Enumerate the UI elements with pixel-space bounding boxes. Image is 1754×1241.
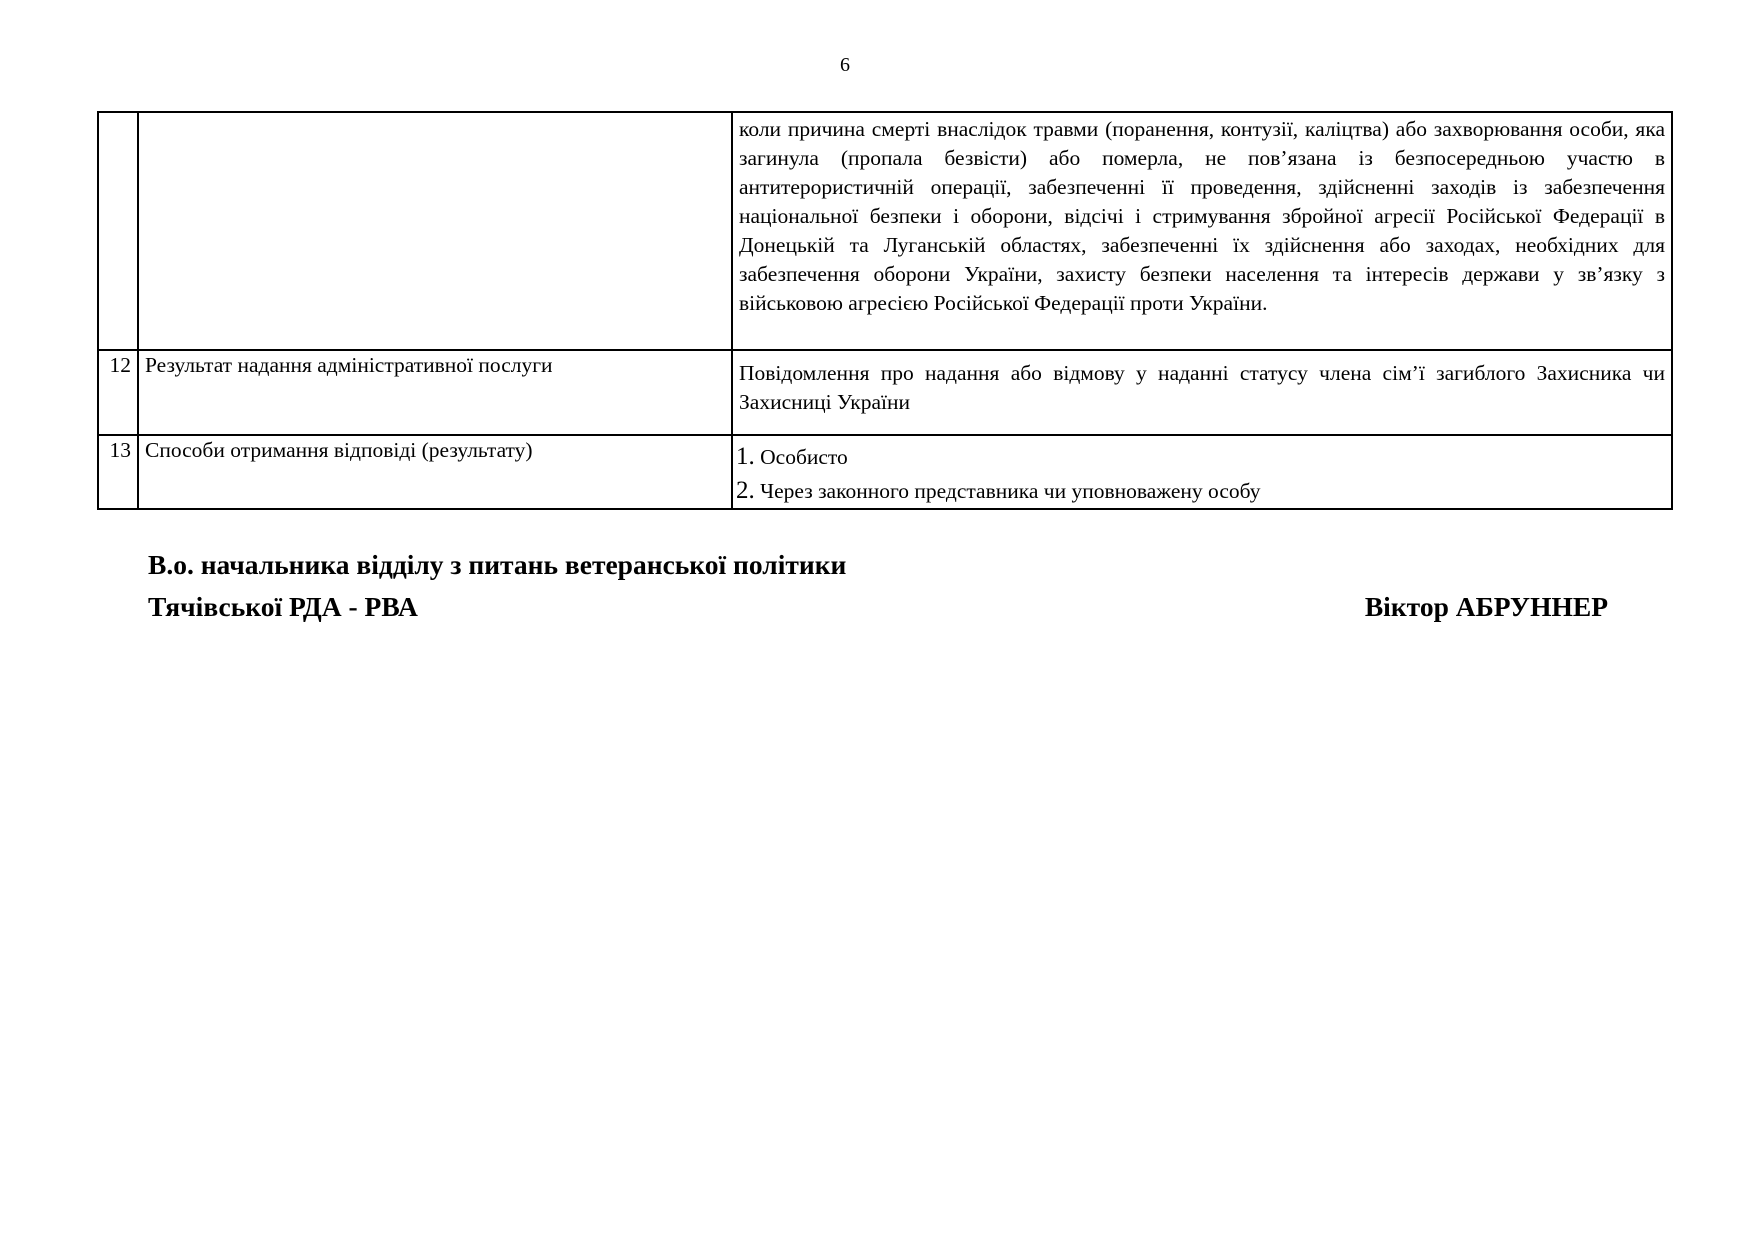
list-item-number: 2. (736, 477, 755, 504)
table-row-continuation (98, 112, 1672, 350)
position-title-line2: Тячівської РДА - РВА (148, 591, 418, 622)
row-number-cell (98, 112, 138, 350)
row-label-cell (138, 112, 732, 350)
signatory-name: Віктор АБРУННЕР (1364, 591, 1608, 622)
list-item (736, 474, 1665, 508)
row-label: Способи отримання відповіді (результату) (138, 435, 732, 509)
continuation-text: коли причина смерті внаслідок травми (поранення, контузії, каліцтва) або захворювання особи, яка загинула (пропала безвісти) або померла, не пов’язана із безпосередньою участю в антитерористичній операції, забезпеченні її проведення, здійсненні заходів із забезпечення національної безпеки і оборони, відсічі і стримування збройної агресії Російської Федерації в Донецькій та Луганській областях, забезпеченні їх здійснення або заходах, необхідних для забезпечення оборони України, захисту безпеки населення та інтересів держави у зв’язку з військовою агресією Російської Федерації проти України. (732, 112, 1672, 350)
list-item-text: Особисто (760, 445, 848, 469)
row-number: 13 (98, 435, 138, 509)
row-label: Результат надання адміністративної послуги (138, 350, 732, 435)
table-row (98, 350, 1672, 435)
row-value: Повідомлення про надання або відмову у наданні статусу члена сім’ї загиблого Захисника чи Захисниці України (732, 350, 1672, 435)
row-number: 12 (98, 350, 138, 435)
row-value-list (732, 435, 1672, 509)
signature-block (148, 544, 1608, 628)
table-row (98, 435, 1672, 509)
page-number: 6 (840, 54, 850, 76)
position-title-line1: В.о. начальника відділу з питань ветеранської політики (148, 549, 847, 580)
services-table (97, 111, 1673, 510)
list-item-number: 1. (736, 443, 755, 470)
list-item (736, 440, 1665, 474)
list-item-text: Через законного представника чи уповноважену особу (760, 479, 1261, 503)
